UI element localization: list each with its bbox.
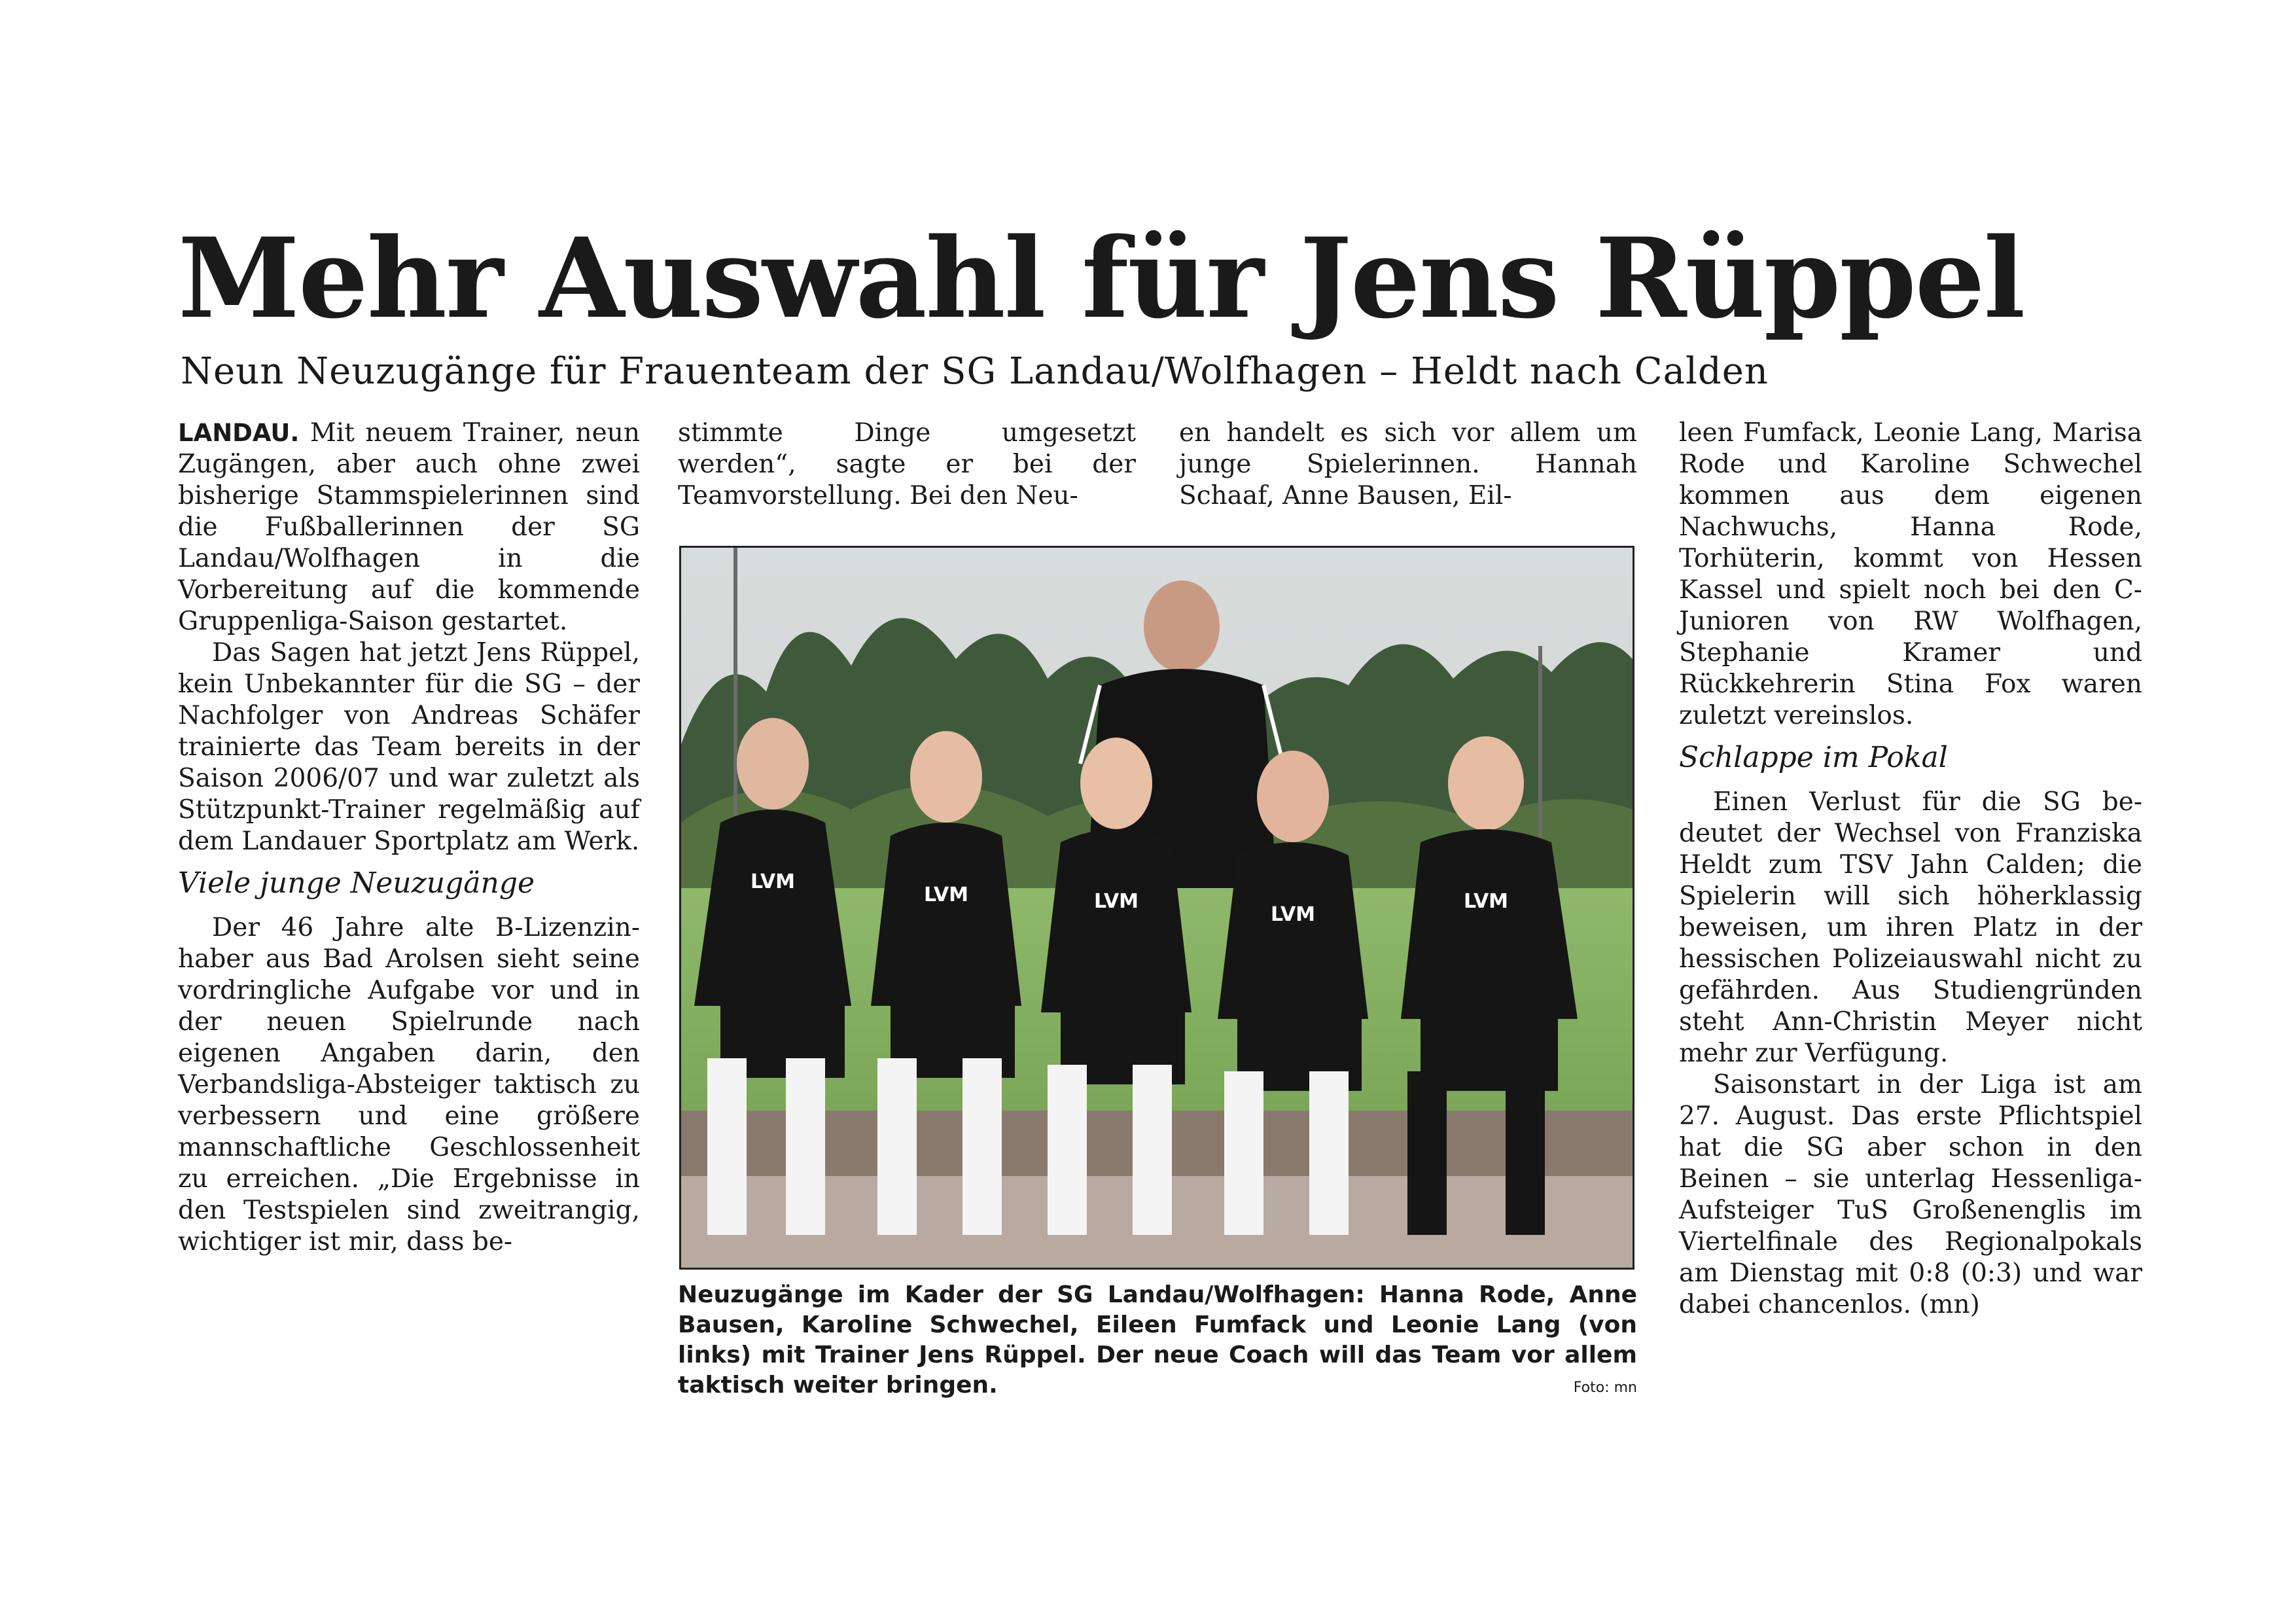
article-column-2 bbox=[678, 418, 1136, 512]
paragraph-text: Mit neuem Trainer, neun Zugängen, aber auch ohne zwei bisherige Stammspielerinnen sind die Fußballerinnen der SG Landau/Wolfhagen in die Vorbereitung auf die kommende Gruppenliga-Saison gestartet. bbox=[178, 418, 640, 636]
shirt-logo: LVM bbox=[1463, 890, 1509, 913]
paragraph: en handelt es sich vor allem um junge Spielerinnen. Hannah Schaaf, Anne Bausen, Eil- bbox=[1179, 418, 1637, 510]
photo-credit: Foto: mn bbox=[1573, 1380, 1637, 1396]
team-photo-illustration bbox=[681, 548, 1633, 1268]
paragraph: stimmte Dinge umgesetzt werden“, sagte er bei der Teamvorstellung. Bei den Neu- bbox=[678, 418, 1136, 510]
paragraph bbox=[178, 418, 640, 637]
section-heading: Schlappe im Pokal bbox=[1679, 741, 1948, 774]
photo-caption: Neuzugänge im Kader der SG Landau/Wolfhagen: Hanna Rode, Anne Bausen, Karoline Schwechel, Eileen Fumfack und Leonie Lang (von links) mit Trainer Jens Rüppel. Der neue Coach will das Team vor allem taktisch weiter bringen. bbox=[678, 1281, 1637, 1399]
article-column-4 bbox=[1679, 418, 2142, 1321]
paragraph: Der 46 Jahre alte B-Lizenzinhaber aus Bad Arolsen sieht seine vordringliche Aufgabe vor und in der neuen Spielrunde nach eigenen Angaben darin, den Verbandsliga-Absteiger taktisch zu verbessern und eine größere mannschaftliche Geschlossenheit zu erreichen. „Die Ergebnisse in den Testspielen sind zweitrangig, wichtiger ist mir, dass be- bbox=[178, 913, 640, 1257]
paragraph: Saisonstart in der Liga ist am 27. August. Das erste Pflichtspiel hat die SG aber schon in den Beinen – sie unterlag Hessenliga-Aufsteiger TuS Großenenglis im Viertelfinale des Regionalpokals am Dienstag mit 0:8 (0:3) und war dabei chancenlos. (mn) bbox=[1679, 1070, 2142, 1319]
shirt-logo: LVM bbox=[750, 870, 796, 893]
article-subheadline: Neun Neuzugänge für Frauenteam der SG Landau/Wolfhagen – Heldt nach Calden bbox=[181, 350, 1769, 393]
article-column-1 bbox=[178, 418, 640, 1258]
shirt-logo: LVM bbox=[1270, 903, 1316, 926]
paragraph: Das Sagen hat jetzt Jens Rüppel, kein Unbekannter für die SG – der Nachfolger von Andreas Schäfer trainierte das Team bereits in der Saison 2006/07 und war zuletzt als Stützpunkt-Trainer regelmäßig auf dem Landauer Sportplatz am Werk. bbox=[178, 638, 640, 856]
team-photo bbox=[679, 546, 1634, 1270]
shirt-logo: LVM bbox=[1093, 890, 1139, 913]
paragraph: leen Fumfack, Leonie Lang, Marisa Rode und Karoline Schwechel kommen aus dem eigenen Nachwuchs, Hanna Rode, Torhüterin, kommt von Hessen Kassel und spielt noch bei den C-Junioren von RW Wolfhagen, Stephanie Kramer und Rückkehrerin Stina Fox waren zuletzt vereinslos. bbox=[1679, 418, 2142, 730]
article-column-3 bbox=[1179, 418, 1637, 512]
article-headline: Mehr Auswahl für Jens Rüppel bbox=[178, 213, 2024, 343]
section-heading: Viele junge Neuzugänge bbox=[178, 866, 535, 900]
shirt-logo: LVM bbox=[923, 883, 969, 906]
paragraph: Einen Verlust für die SG bedeutet der Wechsel von Franziska Heldt zum TSV Jahn Calden; die Spielerin will sich höherklassig beweisen, um ihren Platz in der hessischen Polizeiauswahl nicht zu gefährden. Aus Studiengründen steht Ann-Christin Meyer nicht mehr zur Verfügung. bbox=[1679, 787, 2142, 1068]
dateline: LANDAU. bbox=[178, 419, 300, 447]
